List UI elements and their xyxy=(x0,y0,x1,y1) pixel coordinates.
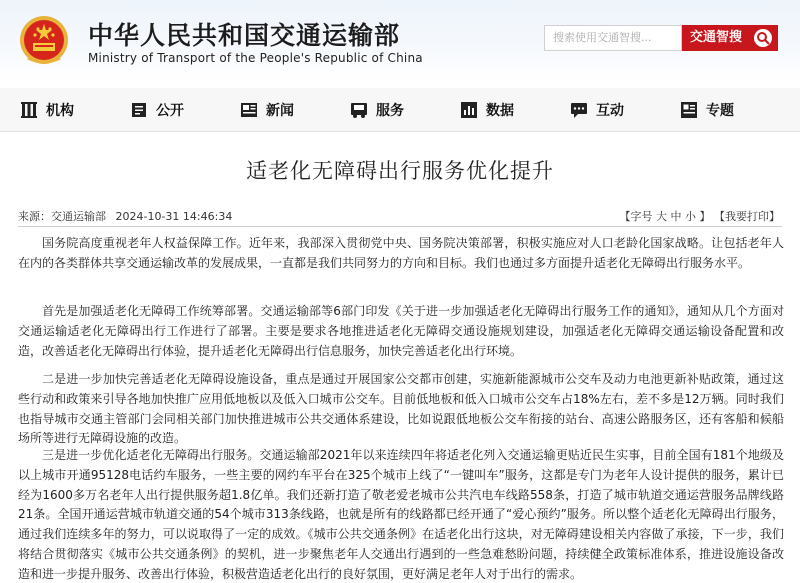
nav-item-institution[interactable] xyxy=(20,88,74,132)
article-date: 2024-10-31 14:46:34 xyxy=(115,210,233,223)
chat-icon xyxy=(570,101,588,119)
article-paragraph: 二是进一步加快完善适老化无障碍设施设备，重点是通过开展国家公交都市创建，实施新能源城市公交车及动力电池更新补贴政策，通过这些行动和政策来引导各地加快推广应用低地板以及低入口城市公交车。目前低地板和低入口城市公交车占18%左右，差不多是12万辆。同时我们也指导城市交通主管部门会同相关部门加快推进城市公共交通体系建设，比如说跟低地板公交车衔接的站台、高速公路服务区，还有客船和候船场所等进行无障碍设施的改造。 xyxy=(18,372,784,446)
nav-label: 互动 xyxy=(596,103,624,119)
bar-chart-icon xyxy=(460,101,478,119)
nav-item-public[interactable] xyxy=(130,88,184,132)
article-paragraph: 三是进一步优化适老化无障碍出行服务。交通运输部2021年以来连续四年将适老化列入交通运输更贴近民生实事，目前全国有181个地级及以上城市开通95128电话约车服务，一些主要的网约车平台在325个城市上线了“一键叫车”服务，这都是专门为老年人设计提供的服务，累计已经为1600多万名老年人出行提供服务超1.8亿单。我们还新打造了敬老爱老城市公共汽电车线路558条，打造了城市轨道交通运营服务品牌线路21条。全国开通运营城市轨道交通的54个城市313条线路，也就是所有的线路都已经开通了“爱心预约”服务。所以整个适老化无障碍出行服务，通过我们连续多年的努力，可以说取得了一定的成效。《城市公共交通条例》在适老化出行这块，对无障碍建设相关内容做了承接，下一步，我们将结合贯彻落实《城市公共交通条例》的契机，进一步聚焦老年人交通出行遇到的一些急难愁盼问题，持续健全政策标准体系，推进设施设备改造和进一步提升服务、改善出行体验，积极营造适老化出行的良好氛围，更好满足老年人对于出行的需求。 xyxy=(18,448,784,581)
search-button-label: 交通智搜 xyxy=(690,30,743,45)
nav-item-news[interactable] xyxy=(240,88,294,132)
nav-label: 公开 xyxy=(156,103,184,119)
article-paragraph: 首先是加强适老化无障碍工作统筹部署。交通运输部等6部门印发《关于进一步加强适老化无障碍出行服务工作的通知》，通知从几个方面对交通运输适老化无障碍出行工作进行了部署。主要是要求各地推进适老化无障碍交通设施规划建设，加强适老化无障碍交通运输设备配置和改造，改善适老化无障碍出行体验，提升适老化无障碍出行信息服务，加快完善适老化出行环境。 xyxy=(18,304,784,358)
nav-item-interaction[interactable] xyxy=(570,88,624,132)
site-header xyxy=(0,0,800,80)
divider xyxy=(18,226,782,227)
nav-item-topics[interactable] xyxy=(680,88,734,132)
main-nav xyxy=(0,88,800,132)
search-input[interactable]: 搜索使用交通智搜... xyxy=(544,25,682,51)
print-link[interactable]: 【我要打印】 xyxy=(714,210,780,223)
article-paragraph: 国务院高度重视老年人权益保障工作。近年来，我部深入贯彻党中央、国务院决策部署，积极实施应对人口老龄化国家战略。让包括老年人在内的各类群体共享交通运输改革的发展成果，一直都是我们共同努力的方向和目标。我们也通过多方面提升适老化无障碍出行服务水平。 xyxy=(18,236,784,270)
search-button[interactable] xyxy=(682,25,778,51)
article-meta xyxy=(18,208,238,224)
article-tools xyxy=(620,208,781,224)
font-size-control[interactable]: 【字号 大 中 小 】 xyxy=(619,210,711,223)
nav-label: 专题 xyxy=(706,103,734,119)
article-source: 来源：交通运输部 xyxy=(18,210,106,223)
nav-item-data[interactable] xyxy=(460,88,514,132)
document-icon xyxy=(130,101,148,119)
nav-label: 服务 xyxy=(376,103,404,119)
nav-item-services[interactable] xyxy=(350,88,404,132)
nav-label: 机构 xyxy=(46,103,74,119)
newspaper-icon xyxy=(240,101,258,119)
site-title-en: Ministry of Transport of the People's Republic of China xyxy=(88,51,423,65)
site-title-cn: 中华人民共和国交通运输部 xyxy=(88,21,401,50)
topic-icon xyxy=(680,101,698,119)
search-icon xyxy=(754,29,772,47)
article-title: 适老化无障碍出行服务优化提升 xyxy=(246,159,554,183)
national-emblem-icon xyxy=(18,14,70,68)
car-service-icon xyxy=(350,101,368,119)
nav-label: 数据 xyxy=(486,103,514,119)
nav-label: 新闻 xyxy=(266,103,294,119)
institution-icon xyxy=(20,101,38,119)
